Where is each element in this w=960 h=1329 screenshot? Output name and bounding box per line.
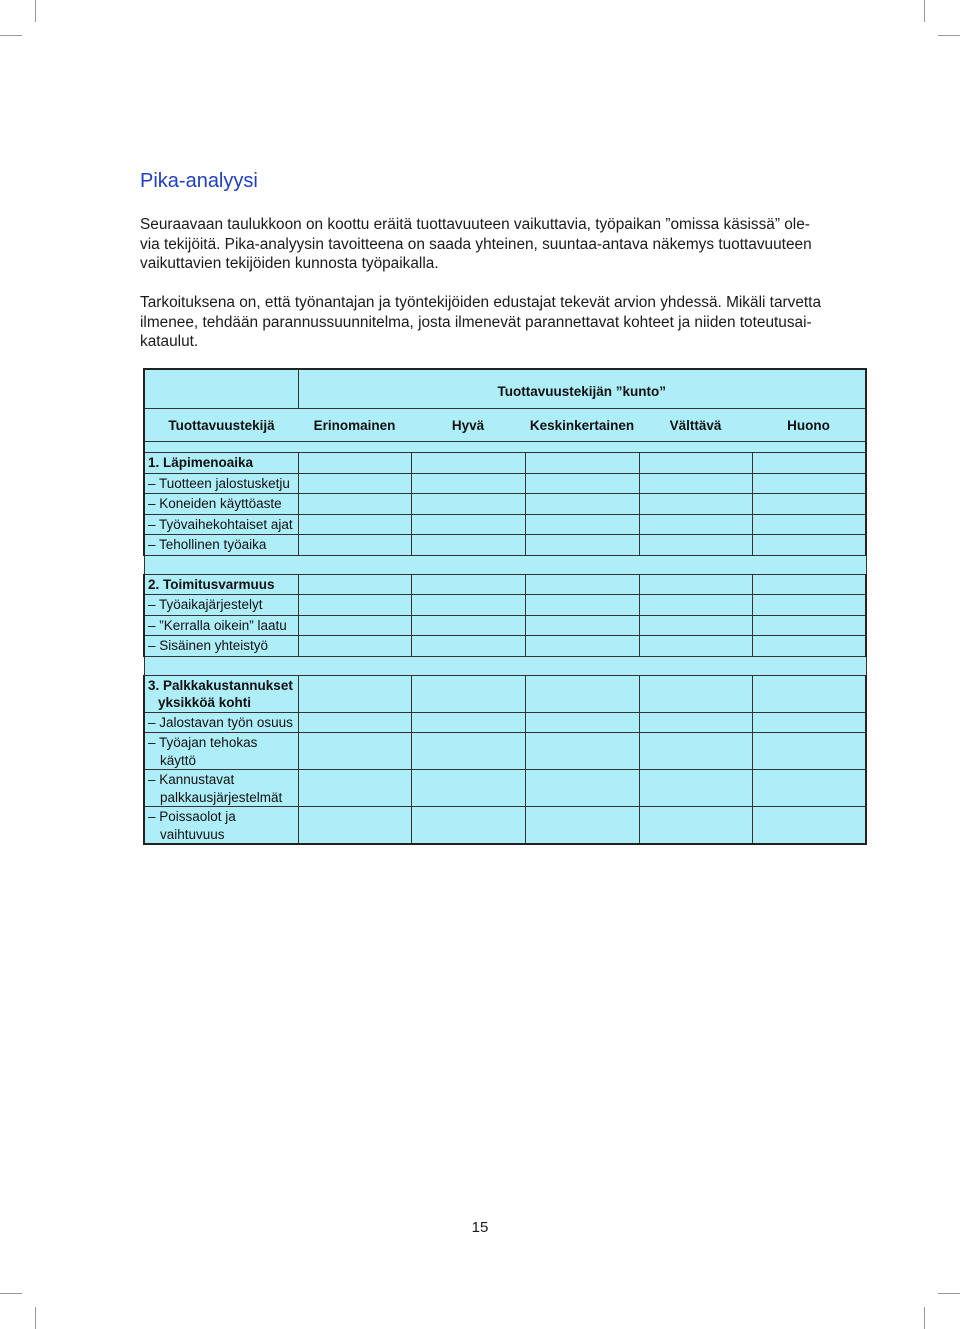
section-title: 1. Läpimenoaika xyxy=(144,453,298,474)
rating-cell[interactable] xyxy=(752,453,866,474)
rating-cell[interactable] xyxy=(525,494,639,515)
factor-item-line: palkkausjärjestelmät xyxy=(160,789,283,805)
paragraph-line: Tarkoituksena on, että työnantajan ja työntekijöiden edustajat tekevät arvion yhdessä. Mikäli tarvetta xyxy=(140,294,822,311)
section-title-line: yksikköä kohti xyxy=(158,695,252,710)
rating-cell[interactable] xyxy=(525,712,639,733)
table-row xyxy=(144,636,866,657)
table-row xyxy=(144,473,866,494)
rating-cell[interactable] xyxy=(752,473,866,494)
crop-mark xyxy=(938,35,960,36)
table-row xyxy=(144,675,866,712)
crop-mark xyxy=(35,0,36,22)
table-row xyxy=(144,770,866,807)
page-number: 15 xyxy=(471,1219,489,1236)
rating-cell[interactable] xyxy=(298,494,411,515)
rating-cell[interactable] xyxy=(752,494,866,515)
rating-cell[interactable] xyxy=(752,807,866,845)
rating-cell[interactable] xyxy=(752,535,866,556)
factor-item-line: käyttö xyxy=(160,752,197,768)
spacer-cell xyxy=(144,442,866,453)
column-header-factor: Tuottavuustekijä xyxy=(144,409,298,442)
factor-item: – Työaikajärjestelyt xyxy=(144,595,298,616)
rating-cell[interactable] xyxy=(752,574,866,595)
table-row xyxy=(144,712,866,733)
rating-cell[interactable] xyxy=(298,535,411,556)
rating-cell[interactable] xyxy=(525,574,639,595)
crop-mark xyxy=(0,1293,22,1294)
rating-cell[interactable] xyxy=(298,514,411,535)
rating-cell[interactable] xyxy=(639,712,752,733)
factor-item: – Sisäinen yhteistyö xyxy=(144,636,298,657)
section-title: 2. Toimitusvarmuus xyxy=(144,574,298,595)
factor-item: – Työvaihekohtaiset ajat xyxy=(144,514,298,535)
header-blank-cell xyxy=(144,369,298,409)
separator-cell xyxy=(144,555,866,574)
crop-mark xyxy=(924,1307,925,1329)
factor-item xyxy=(144,733,298,770)
factor-item-line: – Kannustavat xyxy=(148,772,235,787)
page-title: Pika-analyysi xyxy=(140,170,258,192)
factor-item-line: – Poissaolot ja xyxy=(148,809,236,824)
column-header-rating: Hyvä xyxy=(411,409,525,442)
rating-cell[interactable] xyxy=(752,595,866,616)
section-title xyxy=(144,675,298,712)
header-spacer-row xyxy=(144,442,866,453)
rating-cell[interactable] xyxy=(411,574,525,595)
section-separator xyxy=(144,656,866,675)
rating-cell[interactable] xyxy=(411,494,525,515)
rating-cell[interactable] xyxy=(525,473,639,494)
table-row xyxy=(144,535,866,556)
table-row xyxy=(144,453,866,474)
factor-item-line: – Työajan tehokas xyxy=(148,735,258,750)
rating-cell[interactable] xyxy=(525,453,639,474)
rating-cell[interactable] xyxy=(752,675,866,712)
rating-cell[interactable] xyxy=(298,712,411,733)
rating-cell[interactable] xyxy=(525,807,639,845)
rating-cell[interactable] xyxy=(752,712,866,733)
section-separator xyxy=(144,555,866,574)
paragraph-line: via tekijöitä. Pika-analyysin tavoitteena on saada yhteinen, suuntaa-antava näkemys tuottavuuteen xyxy=(140,235,812,253)
rating-cell[interactable] xyxy=(639,675,752,712)
purpose-paragraph xyxy=(140,293,860,352)
paragraph-line: kataulut. xyxy=(140,333,199,350)
factor-item: – Tehollinen työaika xyxy=(144,535,298,556)
rating-cell[interactable] xyxy=(411,770,525,807)
crop-mark xyxy=(924,0,925,22)
rating-cell[interactable] xyxy=(639,733,752,770)
table-row xyxy=(144,595,866,616)
factor-item xyxy=(144,770,298,807)
rating-cell[interactable] xyxy=(639,595,752,616)
rating-cell[interactable] xyxy=(411,514,525,535)
rating-cell[interactable] xyxy=(298,770,411,807)
intro-paragraph xyxy=(140,215,860,274)
rating-cell[interactable] xyxy=(411,473,525,494)
table-row xyxy=(144,494,866,515)
table-group-header-row xyxy=(144,369,866,409)
rating-cell[interactable] xyxy=(639,636,752,657)
section-title-line: 3. Palkkakustannukset xyxy=(148,677,293,693)
table-row xyxy=(144,807,866,845)
paragraph-line: vaikuttavien tekijöiden kunnosta työpaikalla. xyxy=(140,255,439,272)
crop-mark xyxy=(0,35,22,36)
table-row xyxy=(144,514,866,535)
rating-cell[interactable] xyxy=(639,615,752,636)
rating-cell[interactable] xyxy=(525,514,639,535)
rating-cell[interactable] xyxy=(639,770,752,807)
column-header-rating: Välttävä xyxy=(639,409,752,442)
column-header-rating: Huono xyxy=(752,409,866,442)
rating-cell[interactable] xyxy=(752,733,866,770)
rating-cell[interactable] xyxy=(525,535,639,556)
separator-cell xyxy=(144,656,866,675)
rating-cell[interactable] xyxy=(752,636,866,657)
rating-cell[interactable] xyxy=(639,574,752,595)
rating-cell[interactable] xyxy=(525,636,639,657)
table-row xyxy=(144,574,866,595)
rating-cell[interactable] xyxy=(411,712,525,733)
rating-cell[interactable] xyxy=(411,615,525,636)
rating-cell[interactable] xyxy=(298,636,411,657)
rating-cell[interactable] xyxy=(639,473,752,494)
rating-cell[interactable] xyxy=(525,675,639,712)
productivity-analysis-table xyxy=(143,368,867,845)
rating-cell[interactable] xyxy=(298,615,411,636)
rating-cell[interactable] xyxy=(525,595,639,616)
factor-item: – Tuotteen jalostusketju xyxy=(144,473,298,494)
table-row xyxy=(144,733,866,770)
rating-cell[interactable] xyxy=(525,615,639,636)
rating-cell[interactable] xyxy=(411,595,525,616)
rating-cell[interactable] xyxy=(298,453,411,474)
rating-cell[interactable] xyxy=(411,453,525,474)
rating-cell[interactable] xyxy=(411,535,525,556)
rating-cell[interactable] xyxy=(525,770,639,807)
rating-cell[interactable] xyxy=(411,807,525,845)
rating-cell[interactable] xyxy=(525,733,639,770)
rating-cell[interactable] xyxy=(298,574,411,595)
rating-cell[interactable] xyxy=(639,514,752,535)
paragraph-line: Seuraavaan taulukkoon on koottu eräitä tuottavuuteen vaikuttavia, työpaikan ”omissa käsissä” ole- xyxy=(140,216,810,233)
rating-cell[interactable] xyxy=(298,595,411,616)
rating-cell[interactable] xyxy=(298,675,411,712)
paragraph-line: ilmenee, tehdään parannussuunnitelma, josta ilmenevät parannettavat kohteet ja niiden toteutusai- xyxy=(140,313,812,331)
rating-cell[interactable] xyxy=(752,770,866,807)
rating-cell[interactable] xyxy=(639,494,752,515)
factor-item: – Jalostavan työn osuus xyxy=(144,712,298,733)
rating-cell[interactable] xyxy=(411,675,525,712)
rating-cell[interactable] xyxy=(639,807,752,845)
rating-cell[interactable] xyxy=(298,733,411,770)
rating-cell[interactable] xyxy=(298,473,411,494)
rating-cell[interactable] xyxy=(639,453,752,474)
rating-cell[interactable] xyxy=(752,615,866,636)
group-header-condition: Tuottavuustekijän ”kunto” xyxy=(298,369,866,409)
rating-cell[interactable] xyxy=(411,636,525,657)
factor-item-line: vaihtuvuus xyxy=(160,826,225,842)
rating-cell[interactable] xyxy=(752,514,866,535)
rating-cell[interactable] xyxy=(298,807,411,845)
table-row xyxy=(144,615,866,636)
column-header-rating: Keskinkertainen xyxy=(525,409,639,442)
rating-cell[interactable] xyxy=(411,733,525,770)
factor-item: – Koneiden käyttöaste xyxy=(144,494,298,515)
rating-cell[interactable] xyxy=(639,535,752,556)
factor-item xyxy=(144,807,298,845)
column-header-rating: Erinomainen xyxy=(298,409,411,442)
crop-mark xyxy=(938,1293,960,1294)
crop-mark xyxy=(35,1307,36,1329)
table-column-header-row xyxy=(144,409,866,442)
factor-item: – ”Kerralla oikein” laatu xyxy=(144,615,298,636)
